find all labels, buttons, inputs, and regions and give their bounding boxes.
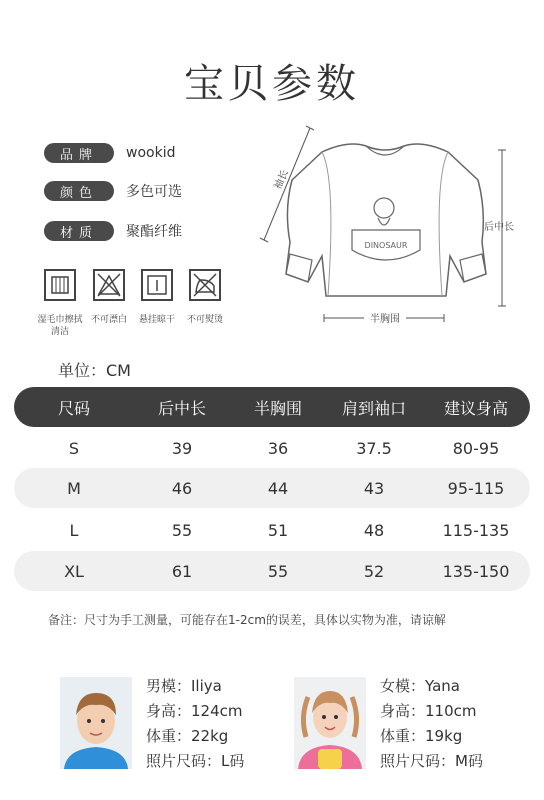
unit-label: 单位：CM: [58, 361, 131, 380]
table-cell: 95-115: [447, 478, 505, 498]
table-cell: XL: [64, 561, 84, 581]
care-hang-dry: [132, 268, 182, 326]
attr-label: 品牌: [44, 143, 114, 163]
table-row: [14, 551, 530, 591]
table-cell: L: [69, 520, 79, 540]
table-cell: M: [67, 478, 81, 498]
table-cell: 55: [267, 561, 289, 581]
table-cell: 135-150: [442, 561, 510, 581]
page-title: 宝贝参数: [184, 61, 360, 107]
model-height: 身高：110cm: [380, 702, 477, 720]
girl-model-photo: [294, 677, 366, 769]
model-weight: 体重：22kg: [146, 727, 229, 745]
care-no-iron: [180, 268, 230, 326]
wipe-clean-icon: [43, 268, 77, 302]
model-name: 男模：Iliya: [146, 677, 222, 695]
attr-color: [44, 181, 182, 201]
table-cell: 44: [267, 478, 289, 498]
table-cell: 36: [267, 438, 289, 458]
care-wipe: [35, 268, 85, 338]
no-bleach-icon: [92, 268, 126, 302]
table-cell: 55: [171, 520, 193, 540]
table-cell: 39: [171, 438, 193, 458]
attr-value: 聚酯纤维: [126, 224, 182, 240]
sleeve-label: 袖长: [272, 168, 291, 192]
attr-value: 多色可选: [126, 184, 182, 200]
attr-label: 材质: [44, 221, 114, 241]
table-cell: 46: [171, 478, 193, 498]
no-iron-icon: [188, 268, 222, 302]
column-header: 尺码: [57, 398, 90, 418]
table-cell: 52: [363, 561, 385, 581]
care-label: 湿毛巾擦拭清洁: [37, 315, 83, 337]
column-header: 建议身高: [443, 398, 508, 418]
column-header: 后中长: [157, 398, 206, 418]
hang-dry-icon: [140, 268, 174, 302]
care-no-bleach: [84, 268, 134, 326]
model-height: 身高：124cm: [146, 702, 243, 720]
print-text: DINOSAUR: [364, 241, 408, 250]
table-cell: 37.5: [356, 438, 392, 458]
table-cell: 80-95: [452, 438, 500, 458]
table-cell: 115-135: [442, 520, 510, 540]
girl-model-info: [380, 674, 483, 774]
column-header: 半胸围: [253, 398, 302, 418]
model-name: 女模：Yana: [380, 677, 460, 695]
attr-material: [44, 221, 182, 241]
model-size: 照片尺码：M码: [380, 752, 483, 770]
care-label: 不可熨烫: [186, 315, 223, 325]
garment-outline: [286, 144, 486, 296]
table-cell: 48: [363, 520, 385, 540]
model-weight: 体重：19kg: [380, 727, 463, 745]
boy-model-info: [146, 674, 244, 774]
column-header: 肩到袖口: [341, 398, 406, 418]
table-row: [14, 428, 530, 468]
care-label: 悬挂晾干: [138, 315, 175, 325]
attr-value: wookid: [126, 145, 176, 161]
care-label: 不可漂白: [90, 315, 127, 325]
half-chest-label: 半胸围: [370, 314, 400, 325]
table-cell: 51: [267, 520, 289, 540]
boy-model-photo: [60, 677, 132, 769]
table-header: [14, 387, 530, 427]
garment-diagram: [250, 120, 540, 340]
attr-label: 颜色: [44, 181, 114, 201]
back-length-label: 后中长: [484, 222, 514, 233]
table-cell: 43: [363, 478, 385, 498]
table-row: [14, 468, 530, 508]
attr-brand: [44, 143, 175, 163]
measurement-note: 备注：尺寸为手工测量，可能存在1-2cm的误差，具体以实物为准，请谅解: [48, 613, 446, 627]
dinosaur-figure: [374, 198, 394, 218]
model-size: 照片尺码：L码: [146, 752, 245, 770]
table-row: [14, 510, 530, 550]
table-cell: S: [68, 438, 80, 458]
table-cell: 61: [171, 561, 193, 581]
